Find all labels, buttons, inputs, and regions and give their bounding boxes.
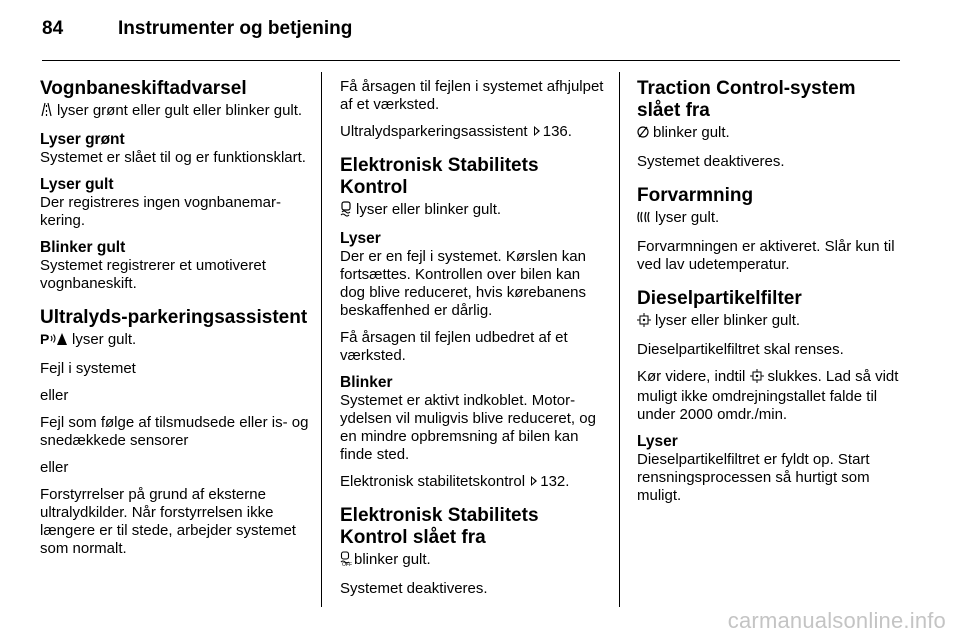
blink-text: Systemet registrerer et umotiveret vognbaneskift. <box>40 257 266 292</box>
dpf-text3b: slukkes. Lad så vidt muligt ikke omdrejningstallet falde til under 2000 omdr./min. <box>637 368 899 423</box>
parking-assist-text: lyser gult. <box>72 331 137 348</box>
column-divider-2 <box>619 72 620 607</box>
parking-p5: Forstyrrelser på grund af eksterne ultralydkilder. Når forstyrrelsen ikke længere er til stede, arbejder systemet som normalt. <box>40 486 296 557</box>
parking-p3: Fejl som følge af tilsmudsede eller is- og snedækkede sensorer <box>40 414 309 449</box>
dpf-lyser-heading: Lyser <box>637 433 678 450</box>
esc-icon <box>340 201 352 221</box>
dpf-heading: Dieselpartikelfilter <box>637 288 802 309</box>
esc-lyser-text2: Få årsagen til fejlen udbedret af et værksted. <box>340 329 568 364</box>
diesel-particle-filter-icon <box>750 369 764 388</box>
header-rule <box>42 60 900 61</box>
esc-blinker-text: Systemet er aktivt indkoblet. Motorydelsen vil muligvis blive reduceret, og en mindre opbremsning af bilen kan finde sted. <box>340 392 596 463</box>
reference-esc <box>340 473 608 491</box>
blink-heading: Blinker gult <box>40 239 126 256</box>
page-title: Instrumenter og betjening <box>118 18 353 39</box>
page-number: 84 <box>42 18 64 39</box>
dpf-text2: Dieselpartikelfiltret skal renses. <box>637 341 844 358</box>
reference-arrow-icon <box>531 476 537 486</box>
reference-esc-page: 132. <box>540 473 570 490</box>
preheating-text2: Forvarmningen er aktiveret. Slår kun til ved lav udetemperatur. <box>637 238 895 273</box>
column-1 <box>40 78 312 567</box>
column-divider-1 <box>321 72 322 607</box>
parking-p2: eller <box>40 387 69 404</box>
column-3 <box>637 78 903 514</box>
dpf-paragraph3 <box>637 368 903 424</box>
esc-off-heading: Elektronisk Stabilitets Kontrol slået fra <box>340 505 539 548</box>
dpf-text: lyser eller blinker gult. <box>655 312 801 329</box>
dpf-text3a: Kør videre, indtil <box>637 368 746 385</box>
parking-assist-heading: Ultralyds-parkeringsassistent <box>40 307 308 328</box>
continued-text: Få årsagen til fejlen i systemet afhjulpet af et værksted. <box>340 78 604 113</box>
diesel-particle-filter-icon <box>637 313 651 332</box>
green-text: Systemet er slået til og er funktionsklart. <box>40 149 306 166</box>
traction-control-text: blinker gult. <box>653 124 730 141</box>
esc-lyser-text: Der er en fejl i systemet. Kørslen kan fortsættes. Kontrollen over bilen kan dog blive reduceret, hvis kørebanens beskaffenhed er dårlig. <box>340 248 586 319</box>
esc-lyser-heading: Lyser <box>340 230 381 247</box>
preheating-icon <box>637 210 651 229</box>
esc-off-text2: Systemet deaktiveres. <box>340 580 488 597</box>
esc-text: lyser eller blinker gult. <box>356 201 502 218</box>
svg-text:P: P <box>40 331 50 347</box>
traction-control-off-icon <box>637 125 649 144</box>
lane-departure-heading: Vognbaneskiftadvarsel <box>40 78 247 99</box>
lane-departure-icon <box>40 102 53 122</box>
reference-parking-page: 136. <box>542 123 572 140</box>
reference-parking-label: Ultralydsparkeringsassistent <box>340 123 528 140</box>
watermark: carmanualsonline.info <box>727 608 946 633</box>
esc-heading: Elektronisk Stabilitets Kontrol <box>340 155 539 198</box>
dpf-lyser-text: Dieselpartikelfiltret er fyldt op. Start rensningsprocessen så hurtigt som muligt. <box>637 451 870 504</box>
esc-blinker-heading: Blinker <box>340 374 393 391</box>
lane-departure-text: lyser grønt eller gult eller blinker gult. <box>57 102 303 119</box>
esc-off-icon <box>340 551 350 571</box>
traction-control-text2: Systemet deaktiveres. <box>637 153 785 170</box>
reference-arrow-icon <box>534 126 540 136</box>
yellow-text: Der registreres ingen vognbanemarkering. <box>40 194 281 229</box>
parking-p1: Fejl i systemet <box>40 360 136 377</box>
column-2 <box>340 78 608 607</box>
parking-p4: eller <box>40 459 69 476</box>
esc-off-text: blinker gult. <box>354 551 431 568</box>
reference-esc-label: Elektronisk stabilitetskontrol <box>340 473 526 490</box>
parking-assist-icon <box>40 331 68 351</box>
green-heading: Lyser grønt <box>40 131 125 148</box>
reference-parking <box>340 123 608 141</box>
preheating-text: lyser gult. <box>655 209 720 226</box>
preheating-heading: Forvarmning <box>637 185 754 206</box>
svg-text:OFF: OFF <box>342 562 352 568</box>
traction-control-heading: Traction Control-system slået fra <box>637 78 856 121</box>
yellow-heading: Lyser gult <box>40 176 114 193</box>
